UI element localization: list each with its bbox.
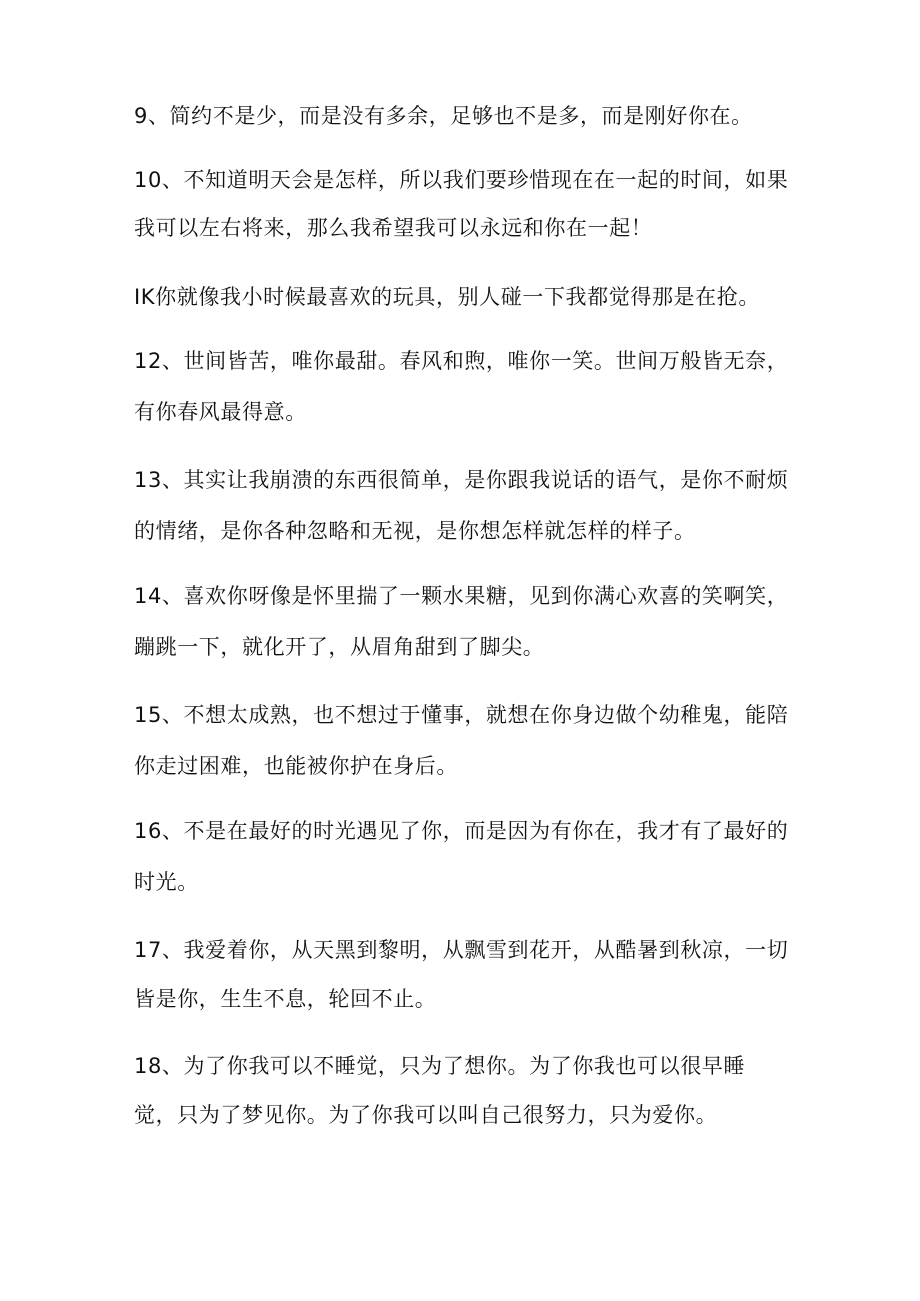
item-17-line-1: 17、我爱着你，从天黑到黎明，从飘雪到花开，从酷暑到秋凉，一切 <box>134 938 789 962</box>
item-16-line-1: 16、不是在最好的时光遇见了你，而是因为有你在，我才有了最好的 <box>134 819 789 843</box>
item-15-line-1: 15、不想太成熟，也不想过于懂事，就想在你身边做个幼稚鬼，能陪 <box>134 703 789 727</box>
item-18-line-2: 觉，只为了梦见你。为了你我可以叫自己很努力，只为爱你。 <box>134 1103 718 1127</box>
item-14-line-1: 14、喜欢你呀像是怀里揣了一颗水果糖，见到你满心欢喜的笑啊笑， <box>134 584 789 608</box>
item-18-line-1: 18、为了你我可以不睡觉，只为了想你。为了你我也可以很早睡 <box>134 1054 746 1078</box>
item-13-line-2: 的情绪，是你各种忽略和无视，是你想怎样就怎样的样子。 <box>134 519 696 543</box>
item-10-line-1: 10、不知道明天会是怎样，所以我们要珍惜现在在一起的时间，如果 <box>134 168 789 192</box>
item-16-line-2: 时光。 <box>134 870 199 894</box>
item-10-line-2: 我可以左右将来，那么我希望我可以永远和你在一起！ <box>134 216 653 240</box>
item-9-line-1: 9、简约不是少，而是没有多余，足够也不是多，而是刚好你在。 <box>134 104 753 128</box>
item-11-line-1: IK你就像我小时候最喜欢的玩具，别人碰一下我都觉得那是在抢。 <box>134 285 760 309</box>
item-12-line-1: 12、世间皆苦，唯你最甜。春风和煦，唯你一笑。世间万般皆无奈， <box>134 349 789 373</box>
item-14-line-2: 蹦跳一下，就化开了，从眉角甜到了脚尖。 <box>134 635 545 659</box>
item-15-line-2: 你走过困难，也能被你护在身后。 <box>134 754 458 778</box>
item-12-line-2: 有你春风最得意。 <box>134 400 307 424</box>
item-13-line-1: 13、其实让我崩溃的东西很简单，是你跟我说话的语气，是你不耐烦 <box>134 468 789 492</box>
item-17-line-2: 皆是你，生生不息，轮回不止。 <box>134 987 437 1011</box>
